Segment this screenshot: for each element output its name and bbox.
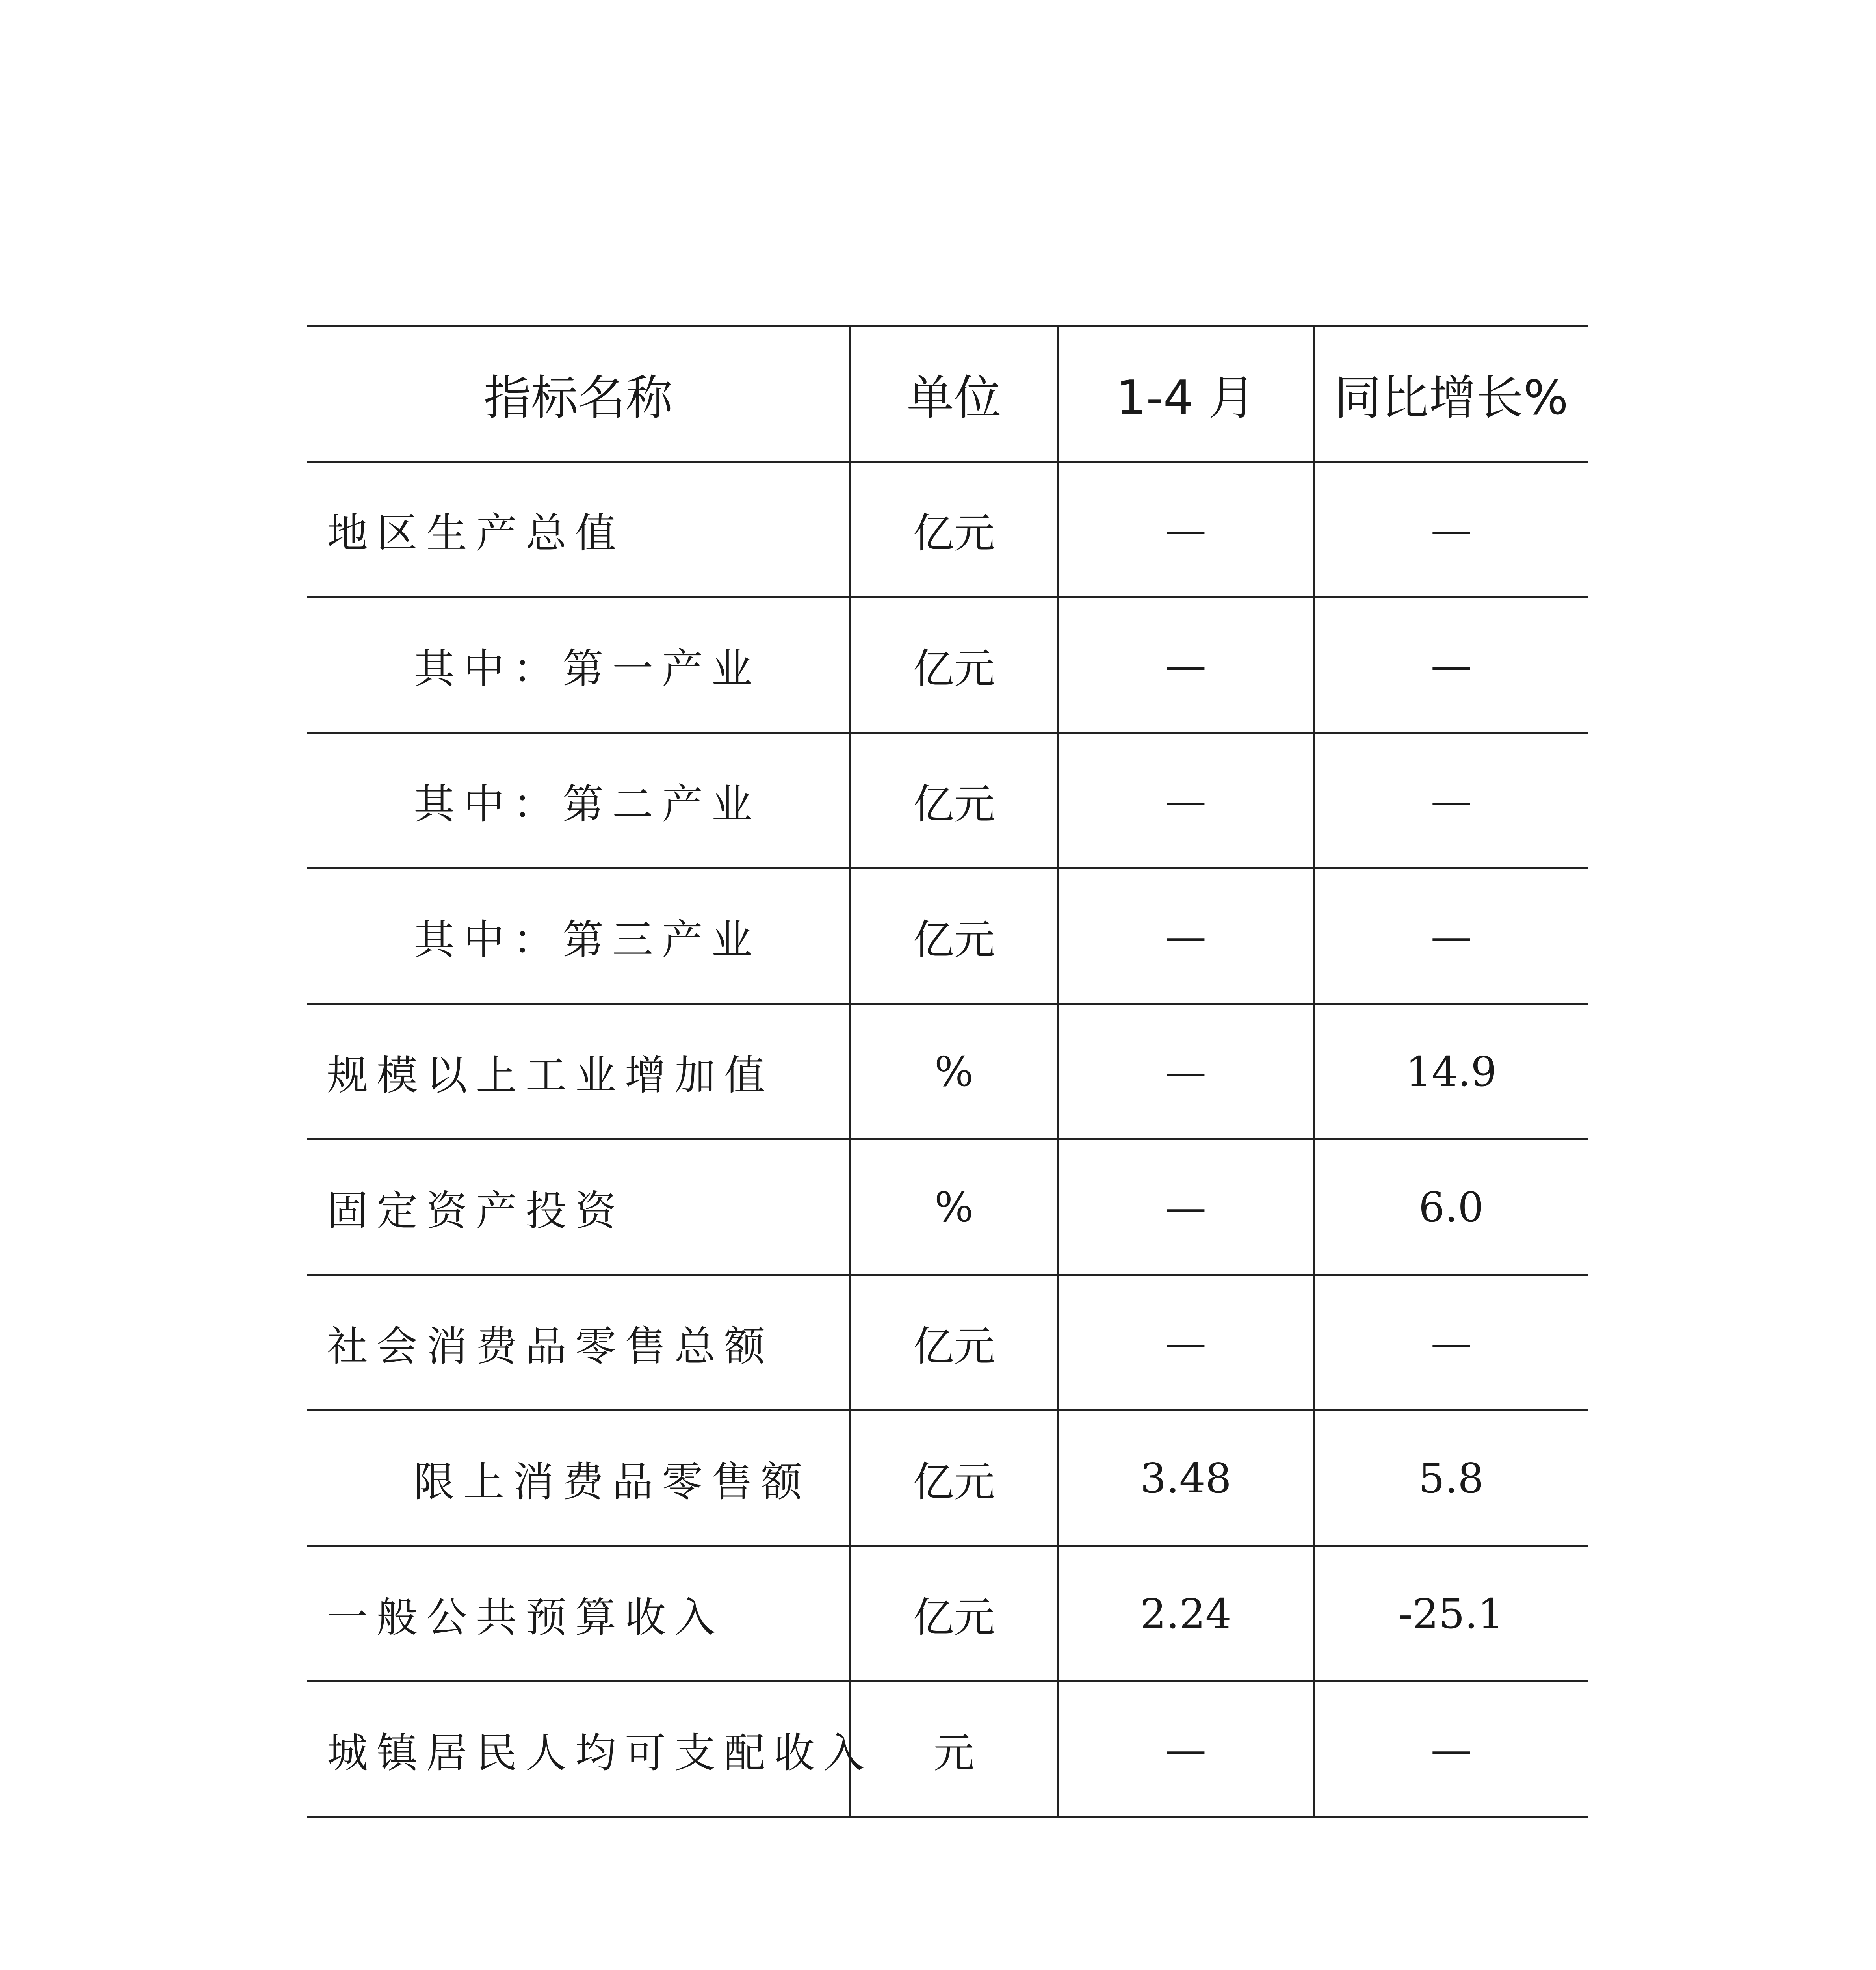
header-yoy-growth: 同比增长% bbox=[1314, 326, 1588, 462]
yoy-growth-cell: 5.8 bbox=[1314, 1411, 1588, 1546]
period-value-cell: — bbox=[1058, 597, 1314, 733]
header-row bbox=[307, 326, 1588, 462]
yoy-growth-cell: 6.0 bbox=[1314, 1139, 1588, 1275]
unit-cell: 亿元 bbox=[850, 1275, 1058, 1411]
indicator-name-cell: 社会消费品零售总额 bbox=[307, 1275, 850, 1411]
table-row bbox=[307, 1004, 1588, 1139]
indicator-name-cell: 地区生产总值 bbox=[307, 462, 850, 597]
header-period: 1-4 月 bbox=[1058, 326, 1314, 462]
period-value-cell: — bbox=[1058, 733, 1314, 868]
yoy-growth-cell: — bbox=[1314, 462, 1588, 597]
table-row bbox=[307, 1139, 1588, 1275]
yoy-growth-cell: — bbox=[1314, 1275, 1588, 1411]
period-value-cell: 2.24 bbox=[1058, 1546, 1314, 1682]
yoy-growth-cell: — bbox=[1314, 1682, 1588, 1817]
unit-cell: % bbox=[850, 1139, 1058, 1275]
table-body bbox=[307, 462, 1588, 1817]
indicator-name-cell: 限上消费品零售额 bbox=[307, 1411, 850, 1546]
period-value-cell: 3.48 bbox=[1058, 1411, 1314, 1546]
table-header bbox=[307, 326, 1588, 462]
indicator-name-cell: 其中：第一产业 bbox=[307, 597, 850, 733]
table-row bbox=[307, 597, 1588, 733]
table-row bbox=[307, 462, 1588, 597]
indicator-name-cell: 其中：第三产业 bbox=[307, 868, 850, 1004]
table-row bbox=[307, 1546, 1588, 1682]
unit-cell: 元 bbox=[850, 1682, 1058, 1817]
unit-cell: 亿元 bbox=[850, 597, 1058, 733]
period-value-cell: — bbox=[1058, 868, 1314, 1004]
header-unit: 单位 bbox=[850, 326, 1058, 462]
period-value-cell: — bbox=[1058, 1682, 1314, 1817]
table-row bbox=[307, 1682, 1588, 1817]
statistics-table bbox=[307, 325, 1588, 1818]
period-value-cell: — bbox=[1058, 1275, 1314, 1411]
period-value-cell: — bbox=[1058, 462, 1314, 597]
indicator-name-cell: 规模以上工业增加值 bbox=[307, 1004, 850, 1139]
table-row bbox=[307, 868, 1588, 1004]
unit-cell: 亿元 bbox=[850, 462, 1058, 597]
table-row bbox=[307, 733, 1588, 868]
unit-cell: 亿元 bbox=[850, 1546, 1058, 1682]
period-value-cell: — bbox=[1058, 1139, 1314, 1275]
yoy-growth-cell: — bbox=[1314, 733, 1588, 868]
unit-cell: 亿元 bbox=[850, 1411, 1058, 1546]
yoy-growth-cell: — bbox=[1314, 868, 1588, 1004]
yoy-growth-cell: -25.1 bbox=[1314, 1546, 1588, 1682]
unit-cell: % bbox=[850, 1004, 1058, 1139]
table-row bbox=[307, 1275, 1588, 1411]
period-value-cell: — bbox=[1058, 1004, 1314, 1139]
yoy-growth-cell: 14.9 bbox=[1314, 1004, 1588, 1139]
indicator-name-cell: 城镇居民人均可支配收入 bbox=[307, 1682, 850, 1817]
unit-cell: 亿元 bbox=[850, 868, 1058, 1004]
indicator-name-cell: 一般公共预算收入 bbox=[307, 1546, 850, 1682]
indicator-name-cell: 其中：第二产业 bbox=[307, 733, 850, 868]
table-row bbox=[307, 1411, 1588, 1546]
indicator-name-cell: 固定资产投资 bbox=[307, 1139, 850, 1275]
unit-cell: 亿元 bbox=[850, 733, 1058, 868]
yoy-growth-cell: — bbox=[1314, 597, 1588, 733]
header-indicator-name: 指标名称 bbox=[307, 326, 850, 462]
